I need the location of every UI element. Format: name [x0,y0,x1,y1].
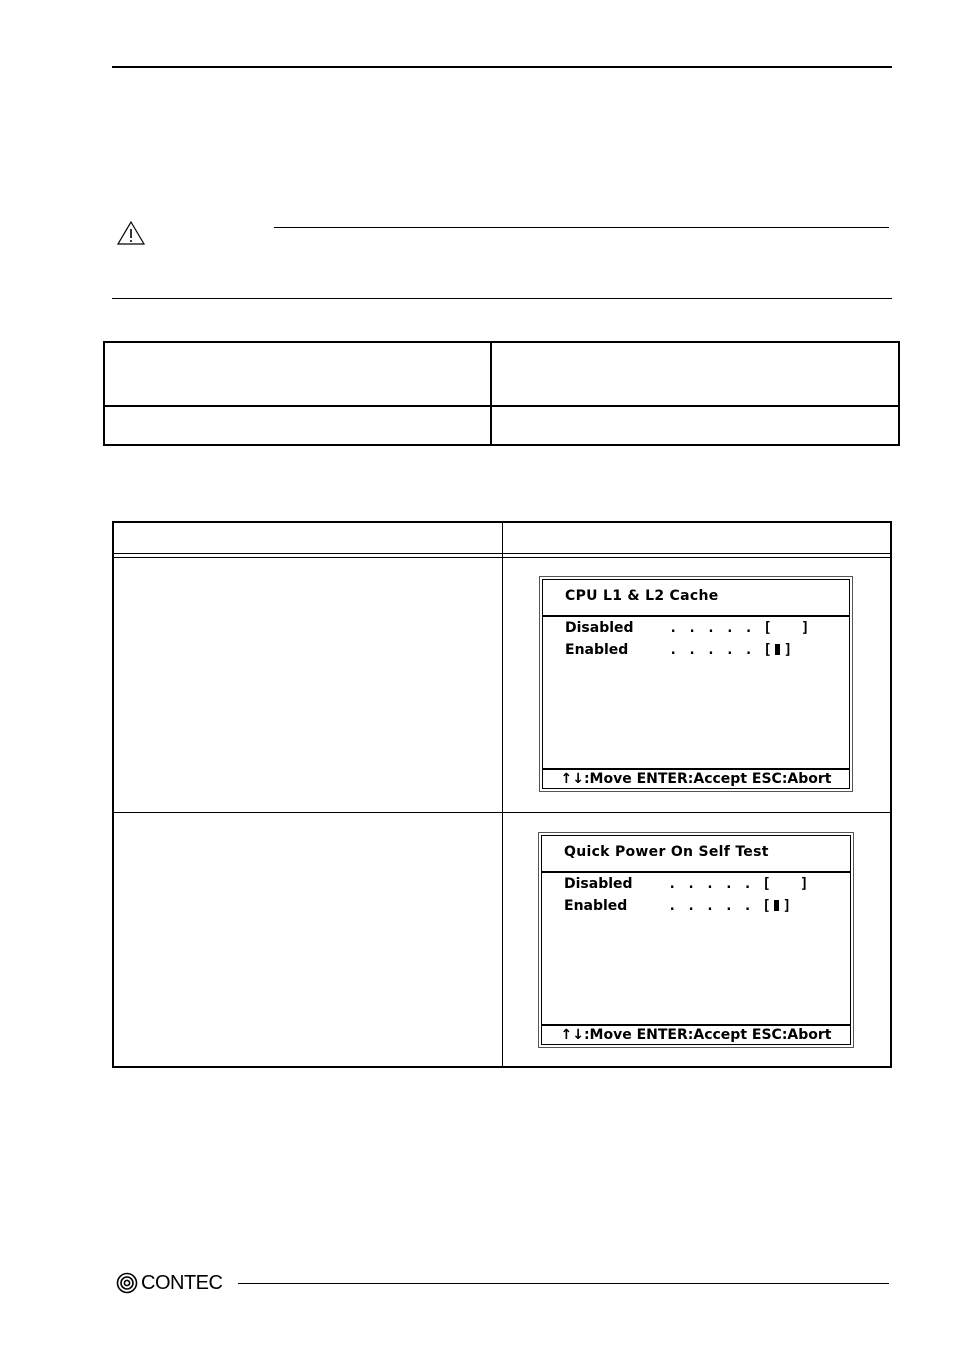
option-disabled-value: . . . . . [ ] [669,620,811,636]
option-enabled[interactable]: Enabled [565,642,629,658]
option-enabled-value: . . . . . [ ] [668,898,793,914]
dialog-title: CPU L1 & L2 Cache [565,588,719,604]
bios-dialog-cpu-cache [539,576,853,792]
contec-logo [116,1270,222,1296]
option-disabled-value: . . . . . [ ] [668,876,810,892]
contec-logo-icon [116,1272,138,1294]
dialog-key-hints: ↑↓:Move ENTER:Accept ESC:Abort [560,771,832,787]
option-disabled[interactable]: Disabled [564,876,633,892]
footer-rule [238,1283,889,1284]
option-disabled[interactable]: Disabled [565,620,634,636]
header-rule [112,66,892,68]
selected-marker-icon [775,644,780,655]
bios-dialog-quick-post [538,832,854,1048]
option-enabled[interactable]: Enabled [564,898,628,914]
caution-rule [274,227,889,228]
selected-marker-icon [774,900,779,911]
option-enabled-value: . . . . . [ ] [669,642,794,658]
caution-bottom-rule [112,298,892,299]
dialog-title: Quick Power On Self Test [564,844,769,860]
warning-triangle-icon [116,220,146,246]
summary-table [103,341,900,446]
dialog-key-hints: ↑↓:Move ENTER:Accept ESC:Abort [560,1027,832,1043]
contec-logo-text: CONTEC [141,1271,223,1294]
